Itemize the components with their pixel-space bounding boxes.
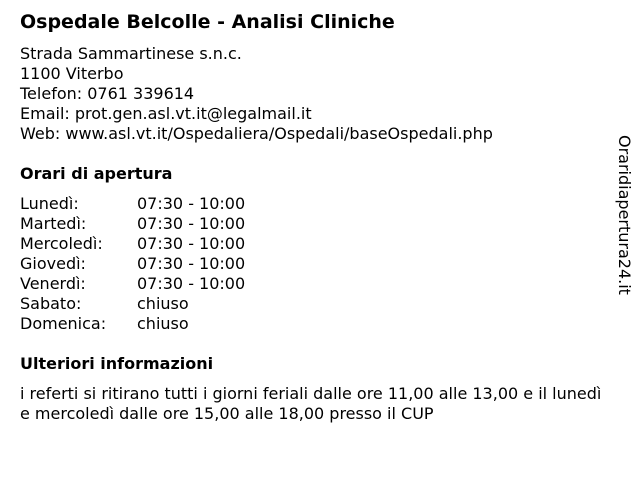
hours-row [20,274,245,294]
more-info-heading: Ulteriori informazioni [20,354,214,373]
day-label: Domenica: [20,314,107,333]
hours-row [20,314,245,334]
web-line: Web: www.asl.vt.it/Ospedaliera/Ospedali/baseOspedali.php [20,124,493,143]
hours-row [20,194,245,214]
more-info-text: i referti si ritirano tutti i giorni feriali dalle ore 11,00 alle 13,00 e il lunedì e mercoledì dalle ore 15,00 alle 18,00 presso il CUP [20,384,602,423]
opening-hours-heading: Orari di apertura [20,164,173,183]
day-label: Lunedì: [20,194,79,213]
day-hours: 07:30 - 10:00 [137,254,246,273]
day-label: Martedì: [20,214,87,233]
day-hours: 07:30 - 10:00 [137,274,246,293]
opening-hours-table [20,194,245,334]
day-label: Mercoledì: [20,234,103,253]
phone-line: Telefon: 0761 339614 [20,84,195,103]
hours-row [20,294,245,314]
city-line: 1100 Viterbo [20,64,124,83]
day-label: Venerdì: [20,274,86,293]
day-hours: chiuso [137,294,189,313]
day-label: Sabato: [20,294,82,313]
street-address: Strada Sammartinese s.n.c. [20,44,242,63]
day-label: Giovedì: [20,254,86,273]
site-watermark: Oraridiapertura24.it [615,135,634,295]
day-hours: 07:30 - 10:00 [137,194,246,213]
day-hours: chiuso [137,314,189,333]
hours-row [20,214,245,234]
day-hours: 07:30 - 10:00 [137,214,246,233]
contact-block [20,44,493,144]
hours-row [20,234,245,254]
page-title: Ospedale Belcolle - Analisi Cliniche [20,11,395,33]
hours-row [20,254,245,274]
day-hours: 07:30 - 10:00 [137,234,246,253]
email-line: Email: prot.gen.asl.vt.it@legalmail.it [20,104,312,123]
